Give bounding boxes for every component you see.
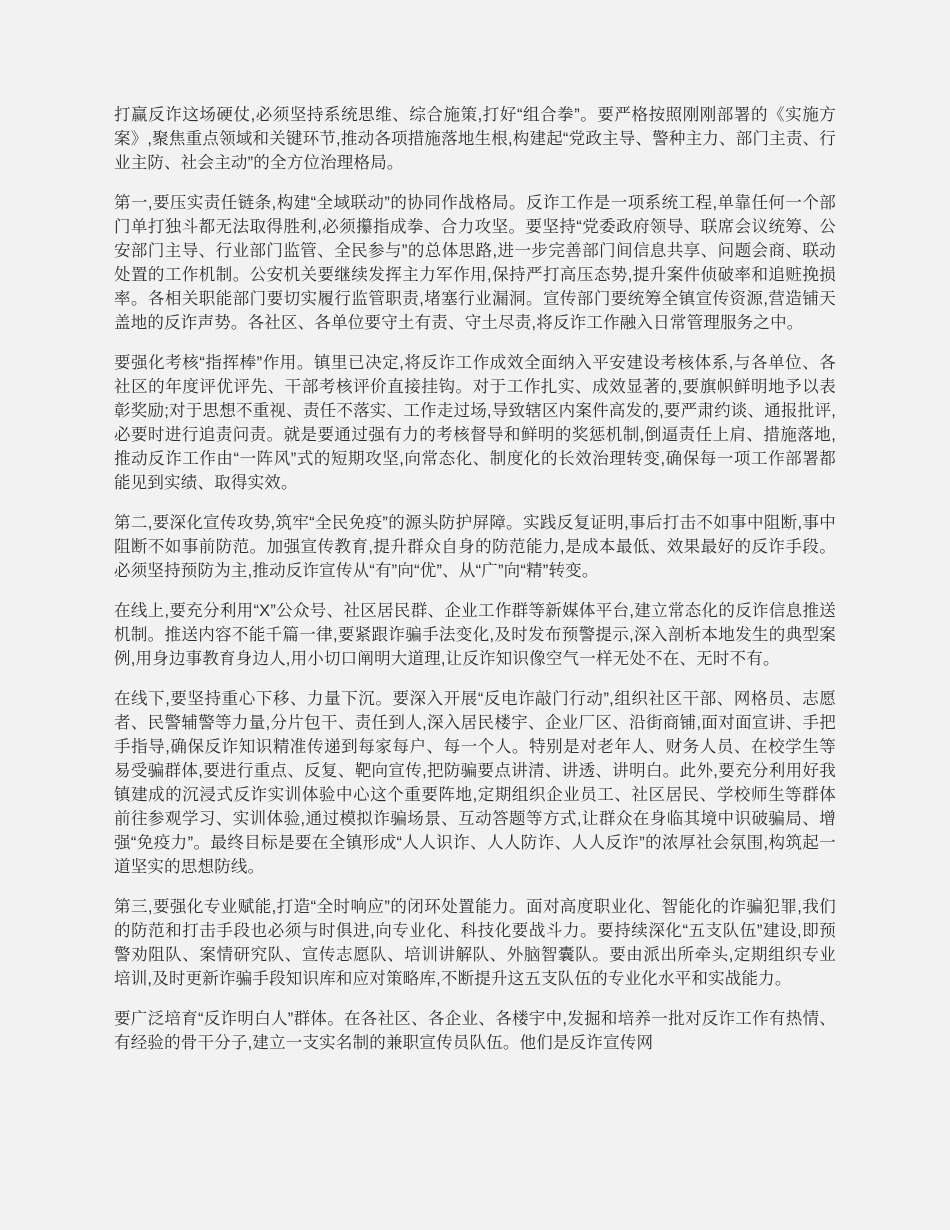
paragraph-online-publicity: 在线上,要充分利用“X”公众号、社区居民群、企业工作群等新媒体平台,建立常态化的反诈信息推送机制。推送内容不能千篇一律,要紧跟诈骗手法变化,及时发布预警提示,深入剖析本地发生的典型案例,用身边事教育身边人,用小切口阐明大道理,让反诈知识像空气一样无处不在、无时不有。	[114, 602, 836, 668]
paragraph-volunteer-group: 要广泛培育“反诈明白人”群体。在各社区、各企业、各楼宇中,发掘和培养一批对反诈工作有热情、有经验的骨干分子,建立一支实名制的兼职宣传员队伍。他们是反诈宣传网	[114, 1010, 836, 1052]
paragraph-intro: 打赢反诈这场硬仗,必须坚持系统思维、综合施策,打好“组合拳”。要严格按照刚刚部署的《实施方案》,聚焦重点领域和关键环节,推动各项措施落地生根,构建起“党政主导、警种主力、部门主责、行业主防、社会主动”的全方位治理格局。	[114, 106, 836, 172]
paragraph-section-3: 第三,要强化专业赋能,打造“全时响应”的闭环处置能力。面对高度职业化、智能化的诈骗犯罪,我们的防范和打击手段也必须与时俱进,向专业化、科技化要战斗力。要持续深化“五支队伍”建设,即预警劝阻队、案情研究队、宣传志愿队、培训讲解队、外脑智囊队。要由派出所牵头,定期组织专业培训,及时更新诈骗手段知识库和应对策略库,不断提升这五支队伍的专业化水平和实战能力。	[114, 898, 836, 988]
paragraph-section-1-assessment: 要强化考核“指挥棒”作用。镇里已决定,将反诈工作成效全面纳入平安建设考核体系,与各单位、各社区的年度评优评先、干部考核评价直接挂钩。对于工作扎实、成效显著的,要旗帜鲜明地予以表彰奖励;对于思想不重视、责任不落实、工作走过场,导致辖区内案件高发的,要严肃约谈、通报批评,必要时进行追责问责。就是要通过强有力的考核督导和鲜明的奖惩机制,倒逼责任上肩、措施落地,推动反诈工作由“一阵风”式的短期攻坚,向常态化、制度化的长效治理转变,确保每一项工作部署都能见到实绩、取得实效。	[114, 354, 836, 492]
paragraph-offline-publicity: 在线下,要坚持重心下移、力量下沉。要深入开展“反电诈敲门行动”,组织社区干部、网格员、志愿者、民警辅警等力量,分片包干、责任到人,深入居民楼宇、企业厂区、沿街商铺,面对面宣讲、手把手指导,确保反诈知识精准传递到每家每户、每一个人。特别是对老年人、财务人员、在校学生等易受骗群体,要进行重点、反复、靶向宣传,把防骗要点讲清、讲透、讲明白。此外,要充分利用好我镇建成的沉浸式反诈实训体验中心这个重要阵地,定期组织企业员工、社区居民、学校师生等群体前往参观学习、实训体验,通过模拟诈骗场景、互动答题等方式,让群众在身临其境中识破骗局、增强“免疫力”。最终目标是要在全镇形成“人人识诈、人人防诈、人人反诈”的浓厚社会氛围,构筑起一道坚实的思想防线。	[114, 690, 836, 876]
paragraph-section-2: 第二,要深化宣传攻势,筑牢“全民免疫”的源头防护屏障。实践反复证明,事后打击不如事中阻断,事中阻断不如事前防范。加强宣传教育,提升群众自身的防范能力,是成本最低、效果最好的反诈手段。必须坚持预防为主,推动反诈宣传从“有”向“优”、从“广”向“精”转变。	[114, 514, 836, 580]
paragraph-section-1: 第一,要压实责任链条,构建“全域联动”的协同作战格局。反诈工作是一项系统工程,单靠任何一个部门单打独斗都无法取得胜利,必须攥指成拳、合力攻坚。要坚持“党委政府领导、联席会议统筹、公安部门主导、行业部门监管、全民参与”的总体思路,进一步完善部门间信息共享、问题会商、联动处置的工作机制。公安机关要继续发挥主力军作用,保持严打高压态势,提升案件侦破率和追赃挽损率。各相关职能部门要切实履行监管职责,堵塞行业漏洞。宣传部门要统筹全镇宣传资源,营造铺天盖地的反诈声势。各社区、各单位要守土有责、守土尽责,将反诈工作融入日常管理服务之中。	[114, 194, 836, 332]
document-body	[114, 103, 836, 1055]
